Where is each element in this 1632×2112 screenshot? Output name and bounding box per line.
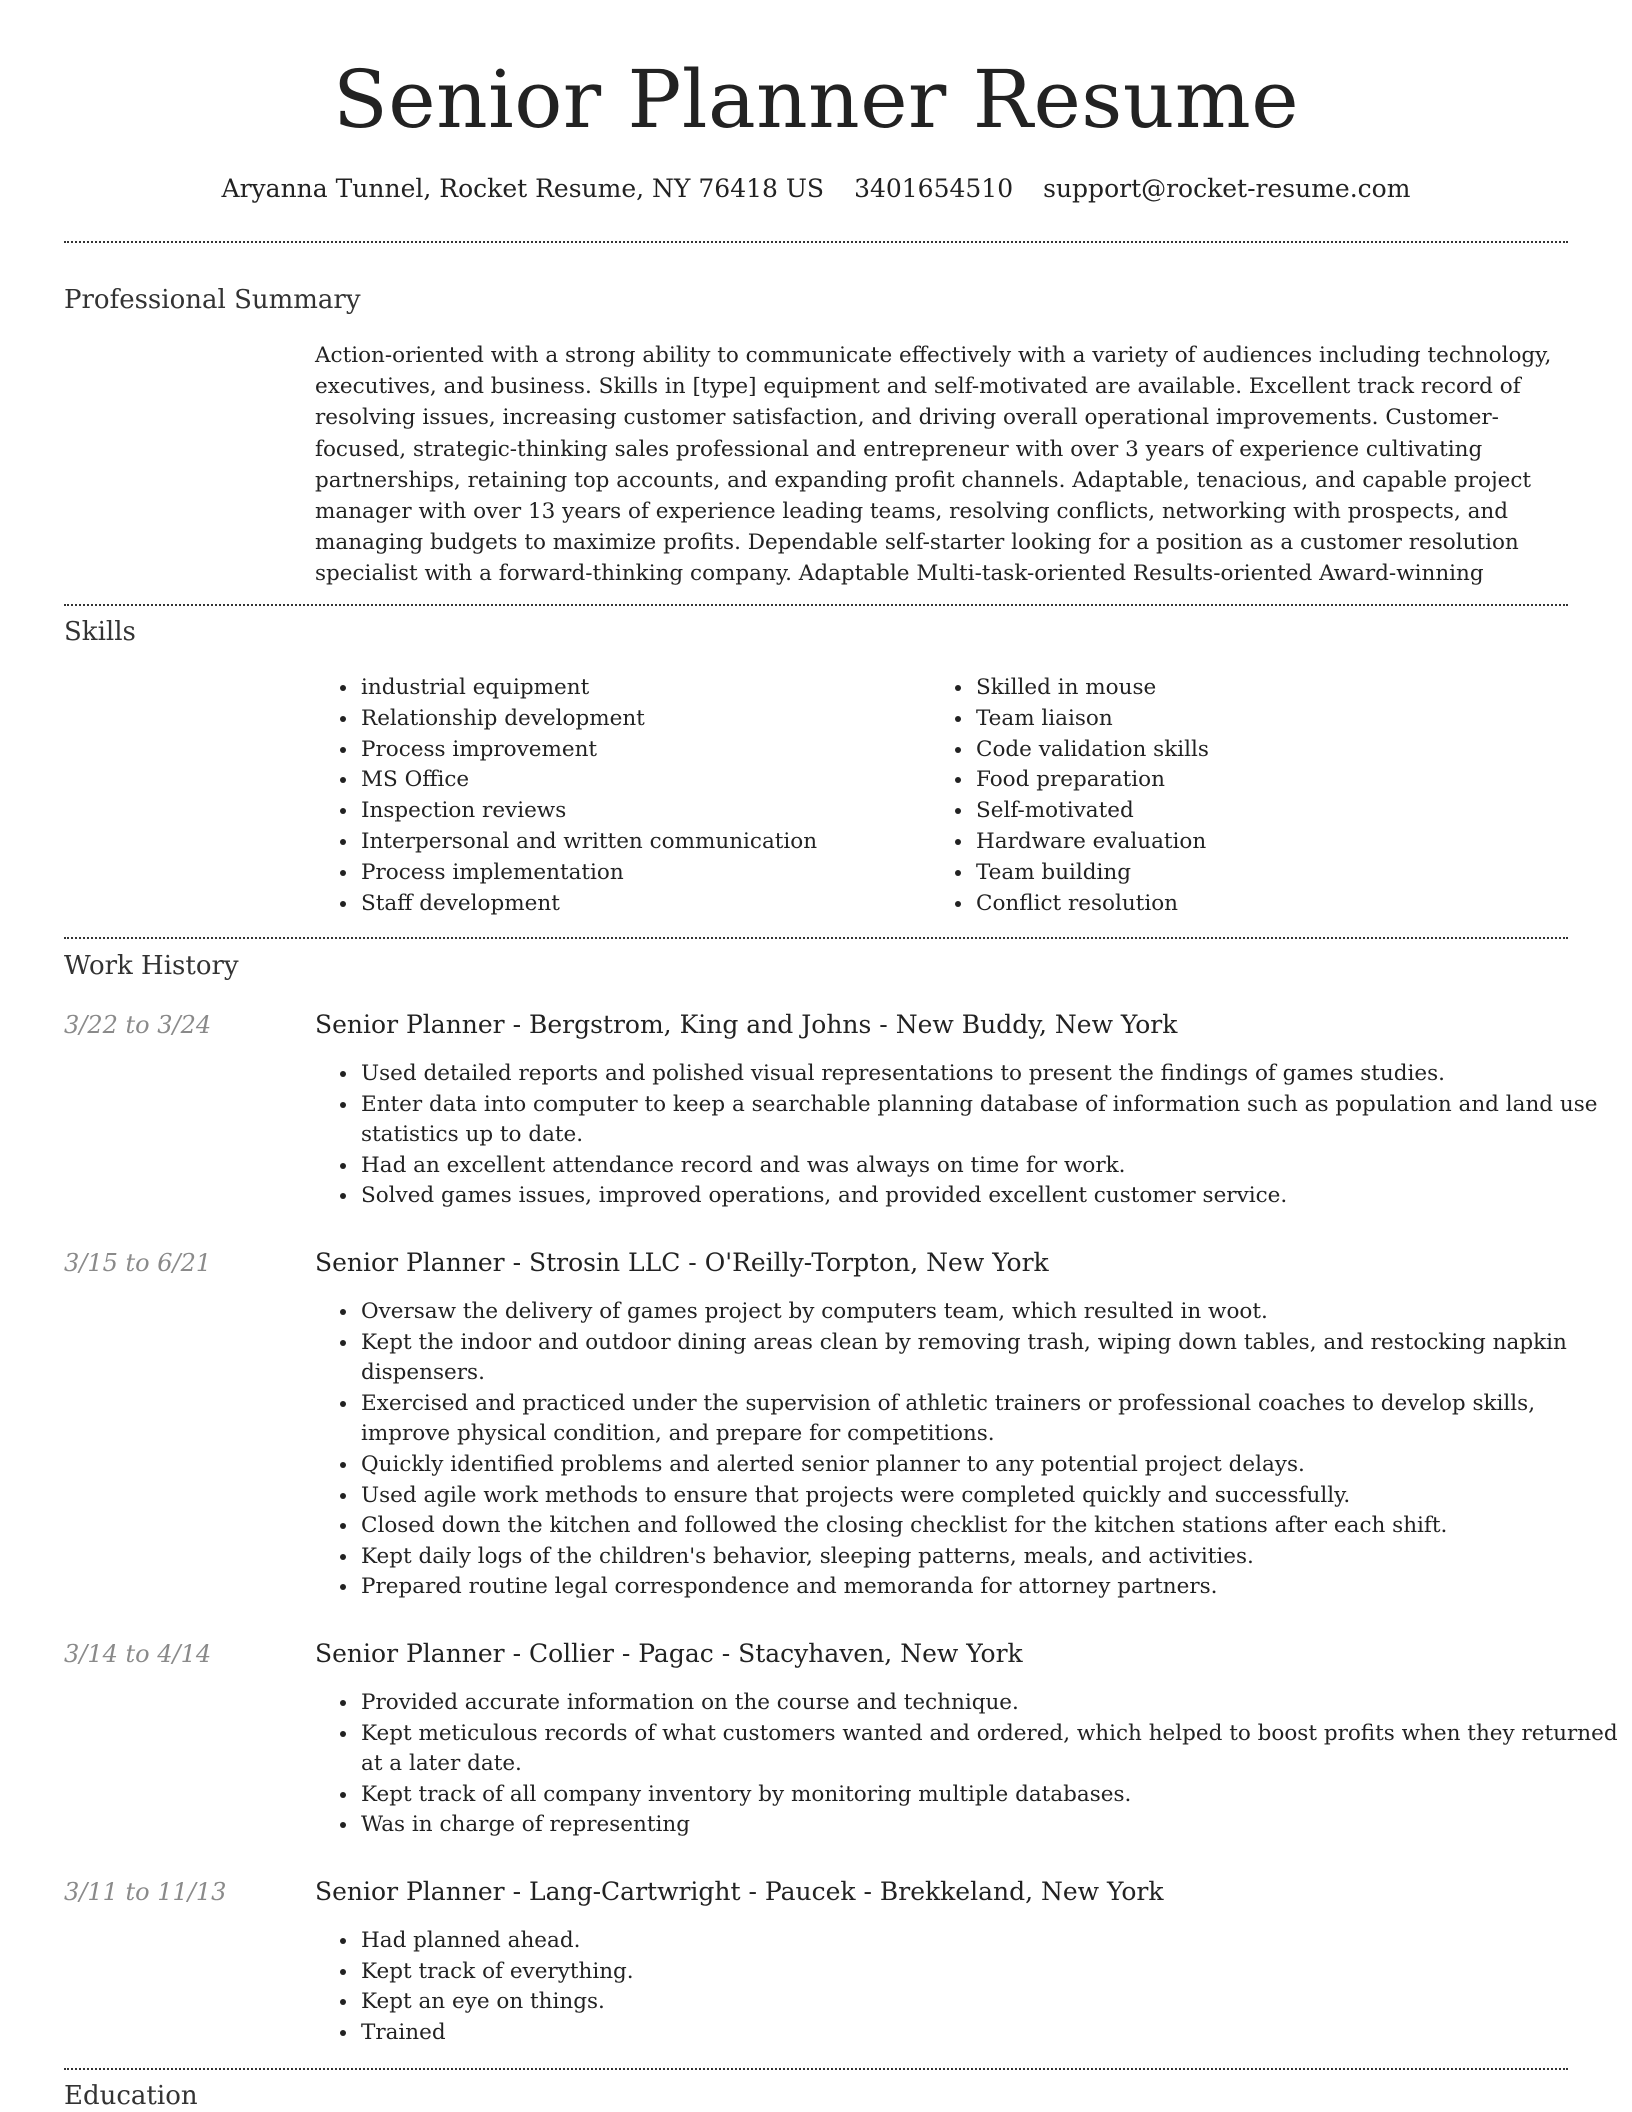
job-bullets <box>315 1297 1619 1603</box>
contact-line <box>0 172 1632 206</box>
divider <box>64 604 1568 606</box>
list-item: • Kept meticulous records of what customers wanted and ordered, which helped to boost profits when they returned at a later date. <box>359 1719 1619 1780</box>
list-item: • Used detailed reports and polished visual representations to present the findings of games studies. <box>359 1059 1619 1090</box>
list-item: • Was in charge of representing <box>359 1810 1619 1841</box>
job-bullets <box>315 1926 1619 2048</box>
divider <box>64 2068 1568 2070</box>
list-item: • Kept track of everything. <box>359 1957 1619 1988</box>
job-dates: 3/14 to 4/14 <box>64 1640 212 1668</box>
skill-item: • Team liaison <box>974 704 1534 735</box>
summary-text: Action-oriented with a strong ability to communicate effectively with a variety of audiences including technology, executives, and business. Skills in [type] equipment and self-motivated are available. Excellent track record of resolving issues, increasing customer satisfaction, and driving overall operational improvements. Customer-focused, strategic-thinking sales professional and entrepreneur with over 3 years of experience cultivating partnerships, retaining top accounts, and expanding profit channels. Adaptable, tenacious, and capable project manager with over 13 years of experience leading teams, resolving conflicts, networking with prospects, and managing budgets to maximize profits. Dependable self-starter looking for a position as a customer resolution specialist with a forward-thinking company. Adaptable Multi-task-oriented Results-oriented Award-winning <box>315 343 1552 587</box>
divider <box>64 937 1568 939</box>
job-dates: 3/11 to 11/13 <box>64 1878 227 1906</box>
skill-item: • Team building <box>974 858 1534 889</box>
skill-item: • Food preparation <box>974 765 1534 796</box>
skill-item: • Self-motivated <box>974 796 1534 827</box>
job-title: Senior Planner - Collier - Pagac - Stacyhaven, New York <box>315 1639 1023 1668</box>
summary-heading: Professional Summary <box>64 285 361 315</box>
job-bullets <box>315 1059 1619 1212</box>
list-item: • Trained <box>359 2018 1619 2049</box>
list-item: • Oversaw the delivery of games project by computers team, which resulted in woot. <box>359 1297 1619 1328</box>
list-item: • Provided accurate information on the course and technique. <box>359 1688 1619 1719</box>
list-item: • Kept track of all company inventory by monitoring multiple databases. <box>359 1780 1619 1811</box>
skills-list-right <box>930 673 1534 919</box>
skill-item: • Skilled in mouse <box>974 673 1534 704</box>
skill-item: • Interpersonal and written communication <box>359 827 919 858</box>
skills-heading: Skills <box>64 617 136 647</box>
skills-list-left <box>315 673 919 919</box>
divider <box>64 241 1568 243</box>
job-title: Senior Planner - Lang-Cartwright - Paucek - Brekkeland, New York <box>315 1877 1164 1906</box>
skill-item: • industrial equipment <box>359 673 919 704</box>
job-title: Senior Planner - Strosin LLC - O'Reilly-Torpton, New York <box>315 1248 1049 1277</box>
list-item: • Solved games issues, improved operations, and provided excellent customer service. <box>359 1181 1619 1212</box>
contact-email: support@rocket-resume.com <box>1043 174 1411 203</box>
list-item: • Kept an eye on things. <box>359 1987 1619 2018</box>
skill-item: • Process improvement <box>359 735 919 766</box>
list-item: • Quickly identified problems and alerted senior planner to any potential project delays. <box>359 1450 1619 1481</box>
list-item: • Had planned ahead. <box>359 1926 1619 1957</box>
list-item: • Had an excellent attendance record and was always on time for work. <box>359 1151 1619 1182</box>
education-heading: Education <box>64 2081 198 2111</box>
contact-phone: 3401654510 <box>854 174 1014 203</box>
skill-item: • Hardware evaluation <box>974 827 1534 858</box>
skill-item: • Process implementation <box>359 858 919 889</box>
skill-item: • Code validation skills <box>974 735 1534 766</box>
contact-address: Aryanna Tunnel, Rocket Resume, NY 76418 US <box>221 174 825 203</box>
job-dates: 3/15 to 6/21 <box>64 1249 212 1277</box>
list-item: • Kept the indoor and outdoor dining areas clean by removing trash, wiping down tables, and restocking napkin dispensers. <box>359 1328 1619 1389</box>
skill-item: • Conflict resolution <box>974 889 1534 920</box>
list-item: • Enter data into computer to keep a searchable planning database of information such as population and land use statistics up to date. <box>359 1090 1619 1151</box>
list-item: • Prepared routine legal correspondence and memoranda for attorney partners. <box>359 1572 1619 1603</box>
work-history-heading: Work History <box>64 951 239 981</box>
job-dates: 3/22 to 3/24 <box>64 1011 212 1039</box>
skill-item: • Inspection reviews <box>359 796 919 827</box>
skill-item: • Relationship development <box>359 704 919 735</box>
skill-item: • Staff development <box>359 889 919 920</box>
page-title: Senior Planner Resume <box>332 53 1300 146</box>
list-item: • Exercised and practiced under the supervision of athletic trainers or professional coaches to develop skills, improve physical condition, and prepare for competitions. <box>359 1389 1619 1450</box>
list-item: • Used agile work methods to ensure that projects were completed quickly and successfully. <box>359 1481 1619 1512</box>
job-title: Senior Planner - Bergstrom, King and Johns - New Buddy, New York <box>315 1010 1178 1039</box>
list-item: • Closed down the kitchen and followed the closing checklist for the kitchen stations after each shift. <box>359 1511 1619 1542</box>
list-item: • Kept daily logs of the children's behavior, sleeping patterns, meals, and activities. <box>359 1542 1619 1573</box>
job-bullets <box>315 1688 1619 1841</box>
skill-item: • MS Office <box>359 765 919 796</box>
